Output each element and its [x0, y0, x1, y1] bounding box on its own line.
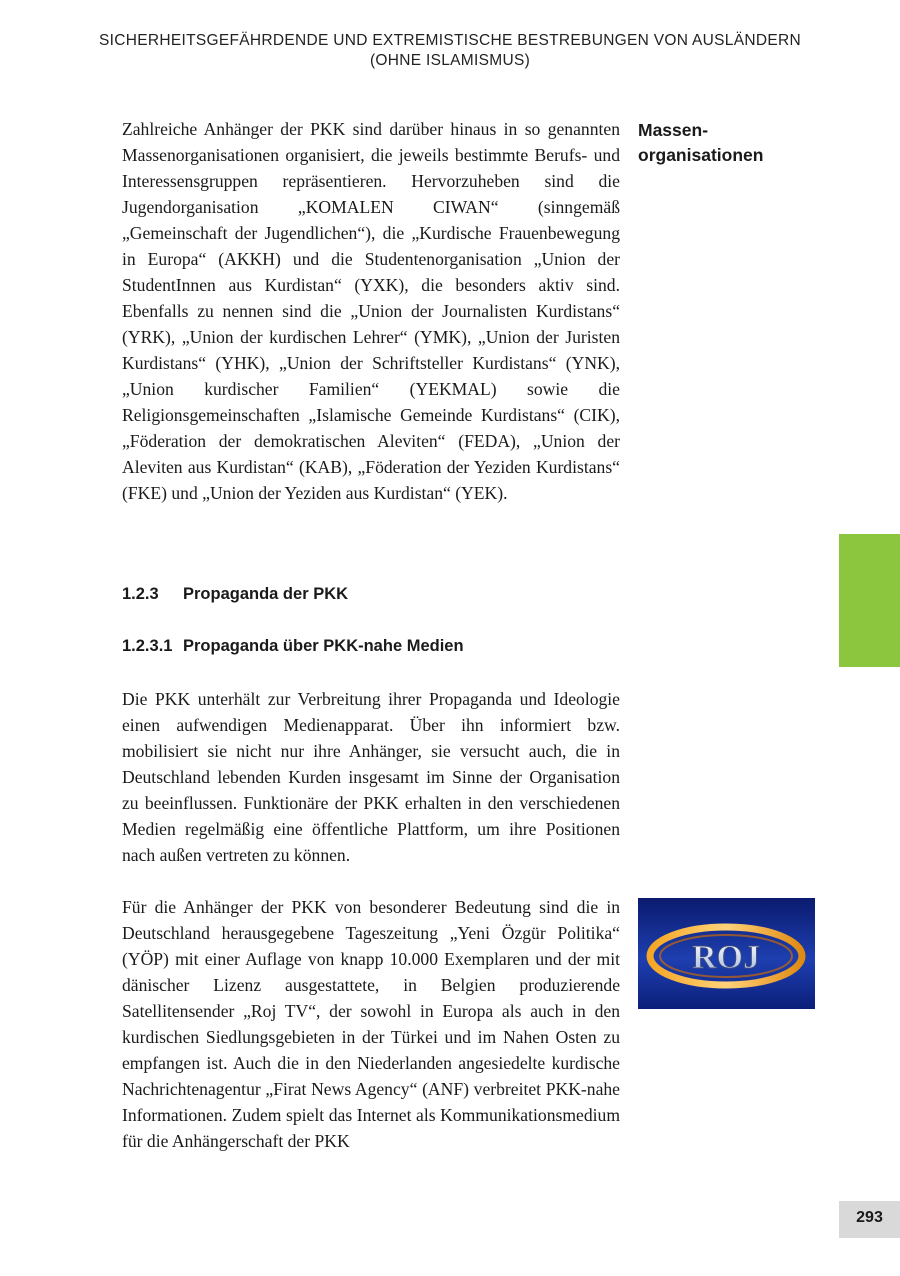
section-number: 1.2.3 [122, 585, 159, 603]
roj-tv-logo [638, 898, 815, 1009]
page-number: 293 [839, 1201, 900, 1238]
paragraph-media-apparatus: Die PKK unterhält zur Verbreitung ihrer Propaganda und Ideologie einen aufwendigen Medienapparat. Über ihn informiert bzw. mobilisiert sie nicht nur ihre Anhänger, sie versucht auch, die in Deutschland lebenden Kurden insgesamt im Sinne der Organisation zu beeinflussen. Funktionäre der PKK erhalten in den verschiedenen Medien regelmäßig eine öffentliche Plattform, um ihre Positionen nach außen vertreten zu können. [122, 689, 620, 865]
subsection-number: 1.2.3.1 [122, 637, 173, 655]
section-heading-1-2-3 [122, 585, 348, 604]
paragraph-mass-organisations: Zahlreiche Anhänger der PKK sind darüber hinaus in so genannten Massenorganisationen organisiert, die jeweils bestimmte Berufs- und Interessensgruppen repräsentieren. Hervorzuheben sind die Jugendorganisation „KOMALEN CIWAN“ (sinngemäß „Gemeinschaft der Jugendlichen“), die „Kurdische Frauenbewegung in Europa“ (AKKH) und die Studentenorganisation „Union der StudentInnen aus Kurdistan“ (YXK), die besonders aktiv sind. Ebenfalls zu nennen sind die „Union der Journalisten Kurdistans“ (YRK), „Union der kurdischen Lehrer“ (YMK), „Union der Juristen Kurdistans“ (YHK), „Union der Schriftsteller Kurdistans“ (YNK), „Union kurdischer Familien“ (YEKMAL) sowie die Religionsgemeinschaften „Islamische Gemeinde Kurdistans“ (CIK), „Föderation der demokratischen Aleviten“ (FEDA), „Union der Aleviten aus Kurdistan“ (KAB), „Föderation der Yeziden Kurdistans“ (FKE) und „Union der Yeziden aus Kurdistan“ (YEK). [122, 119, 620, 503]
subsection-title: Propaganda über PKK-nahe Medien [183, 637, 464, 655]
margin-note-line-1: Massen- [638, 120, 709, 140]
margin-note-line-2: organisationen [638, 145, 764, 165]
margin-note [638, 118, 838, 168]
running-header-line-2: (OHNE ISLAMISMUS) [369, 52, 531, 69]
paragraph-media-outlets: Für die Anhänger der PKK von besonderer Bedeutung sind die in Deutschland herausgegebene Tageszeitung „Yeni Özgür Politika“ (YÖP) mit einer Auflage von knapp 10.000 Exemplaren und der mit dänischer Lizenz ausgestattete, in Belgien produzierende Satellitensender „Roj TV“, der sowohl in Europa als auch in den kurdischen Siedlungsgebieten in der Türkei und im Nahen Osten zu empfangen ist. Auch die in den Niederlanden angesiedelte kurdische Nachrichtenagentur „Firat News Agency“ (ANF) verbreitet PKK-nahe Informationen. Zudem spielt das Internet als Kommunikationsmedium für die Anhängerschaft der PKK [122, 897, 620, 1151]
running-header [60, 31, 840, 71]
chapter-tab-marker [839, 534, 900, 667]
running-header-line-1: SICHERHEITSGEFÄHRDENDE UND EXTREMISTISCHE BESTREBUNGEN VON AUSLÄNDERN [99, 32, 801, 49]
section-heading-1-2-3-1 [122, 637, 464, 656]
roj-tv-logo-text: ROJ [692, 939, 760, 976]
section-title: Propaganda der PKK [183, 585, 349, 603]
